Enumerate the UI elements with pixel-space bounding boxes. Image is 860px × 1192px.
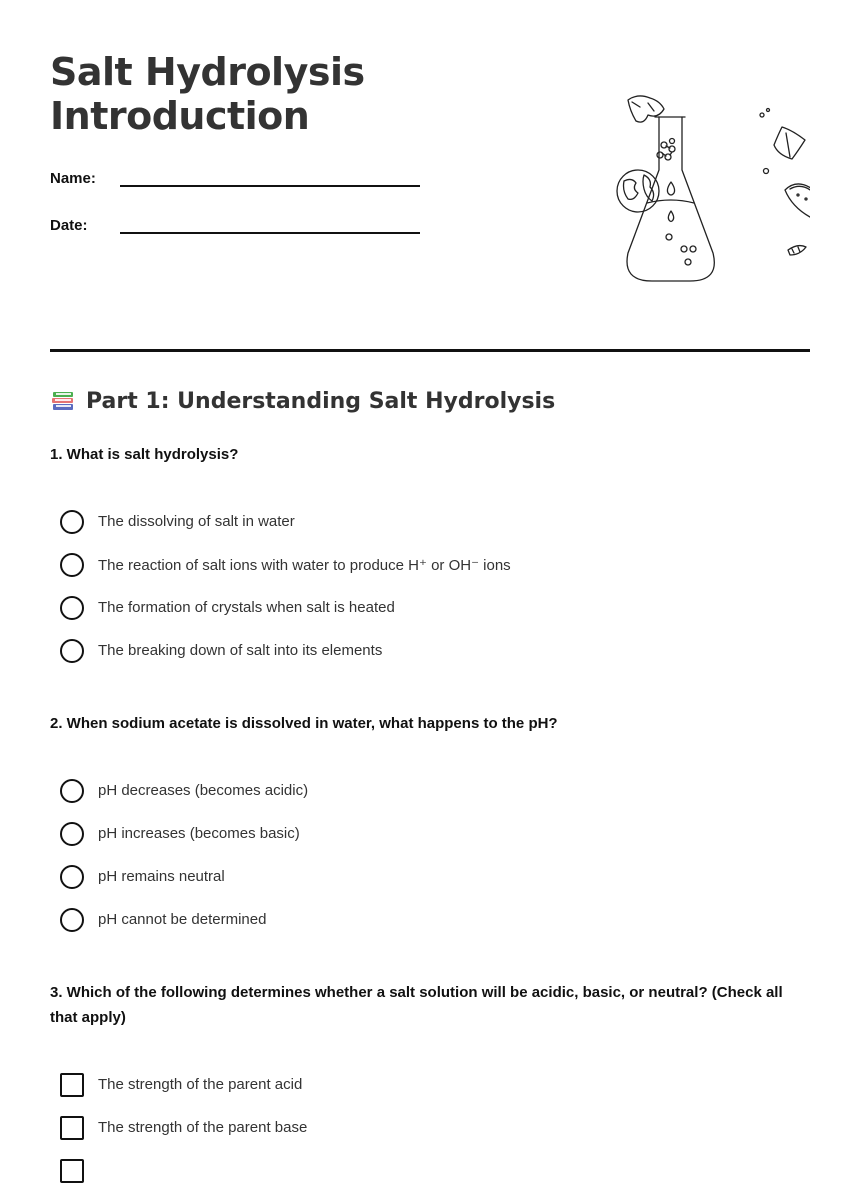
option-label: The breaking down of salt into its elements (98, 642, 383, 659)
name-label: Name: (50, 170, 96, 187)
option-label: pH remains neutral (98, 868, 225, 885)
date-label: Date: (50, 217, 88, 234)
question-3-prompt: 3. Which of the following determines whether a salt solution will be acidic, basic, or neutral? (Check all that apply) (50, 984, 783, 1026)
question-2-option-b[interactable] (60, 812, 800, 855)
title-line-1: Salt Hydrolysis (50, 50, 365, 94)
question-1-option-b[interactable] (60, 543, 800, 586)
radio-button[interactable] (60, 510, 84, 534)
question-2-options (60, 769, 800, 941)
question-1-option-a[interactable] (60, 500, 800, 543)
radio-button[interactable] (60, 553, 84, 577)
bubble-icon (767, 109, 770, 112)
crystal-icon (774, 127, 805, 159)
question-3-option-c[interactable] (60, 1149, 800, 1192)
option-label: pH decreases (becomes acidic) (98, 782, 309, 799)
question-1-option-d[interactable] (60, 629, 800, 672)
question-1-option-c[interactable] (60, 586, 800, 629)
name-line[interactable] (120, 165, 420, 187)
question-3-option-a[interactable] (60, 1063, 800, 1106)
bubble-icon (764, 169, 769, 174)
question-3-option-b[interactable] (60, 1106, 800, 1149)
checkbox[interactable] (60, 1159, 84, 1183)
taco-icon (785, 184, 810, 217)
date-field[interactable] (50, 212, 420, 234)
option-label: pH increases (becomes basic) (98, 825, 300, 842)
books-icon (50, 388, 76, 414)
pasta-icon (788, 246, 806, 255)
radio-button[interactable] (60, 908, 84, 932)
radio-button[interactable] (60, 779, 84, 803)
option-label: pH cannot be determined (98, 911, 267, 928)
option-label: The strength of the parent acid (98, 1076, 303, 1093)
section-heading-text: Part 1: Understanding Salt Hydrolysis (86, 388, 556, 414)
question-2-option-c[interactable] (60, 855, 800, 898)
flask-illustration (560, 85, 810, 290)
radio-button[interactable] (60, 639, 84, 663)
title-line-2: Introduction (50, 94, 310, 138)
page-title (50, 50, 365, 138)
question-1-prompt: 1. What is salt hydrolysis? (50, 446, 239, 463)
radio-button[interactable] (60, 822, 84, 846)
radio-button[interactable] (60, 596, 84, 620)
option-label: The formation of crystals when salt is heated (98, 599, 395, 616)
flask-icon (627, 117, 714, 281)
name-field[interactable] (50, 165, 420, 187)
checkbox[interactable] (60, 1073, 84, 1097)
section-divider (50, 349, 810, 352)
checkbox[interactable] (60, 1116, 84, 1140)
option-label: The dissolving of salt in water (98, 513, 295, 530)
question-3-options (60, 1063, 800, 1192)
option-label: The strength of the parent base (98, 1119, 308, 1136)
question-1-options (60, 500, 800, 672)
option-label: The reaction of salt ions with water to produce H⁺ or OH⁻ ions (98, 556, 511, 574)
question-2-option-d[interactable] (60, 898, 800, 941)
radio-button[interactable] (60, 865, 84, 889)
question-2-prompt: 2. When sodium acetate is dissolved in water, what happens to the pH? (50, 715, 558, 732)
globe-icon (617, 170, 659, 212)
date-line[interactable] (120, 212, 420, 234)
section-heading (50, 388, 555, 414)
molecule-icon (657, 139, 675, 161)
bubble-icon (760, 113, 764, 117)
question-2-option-a[interactable] (60, 769, 800, 812)
